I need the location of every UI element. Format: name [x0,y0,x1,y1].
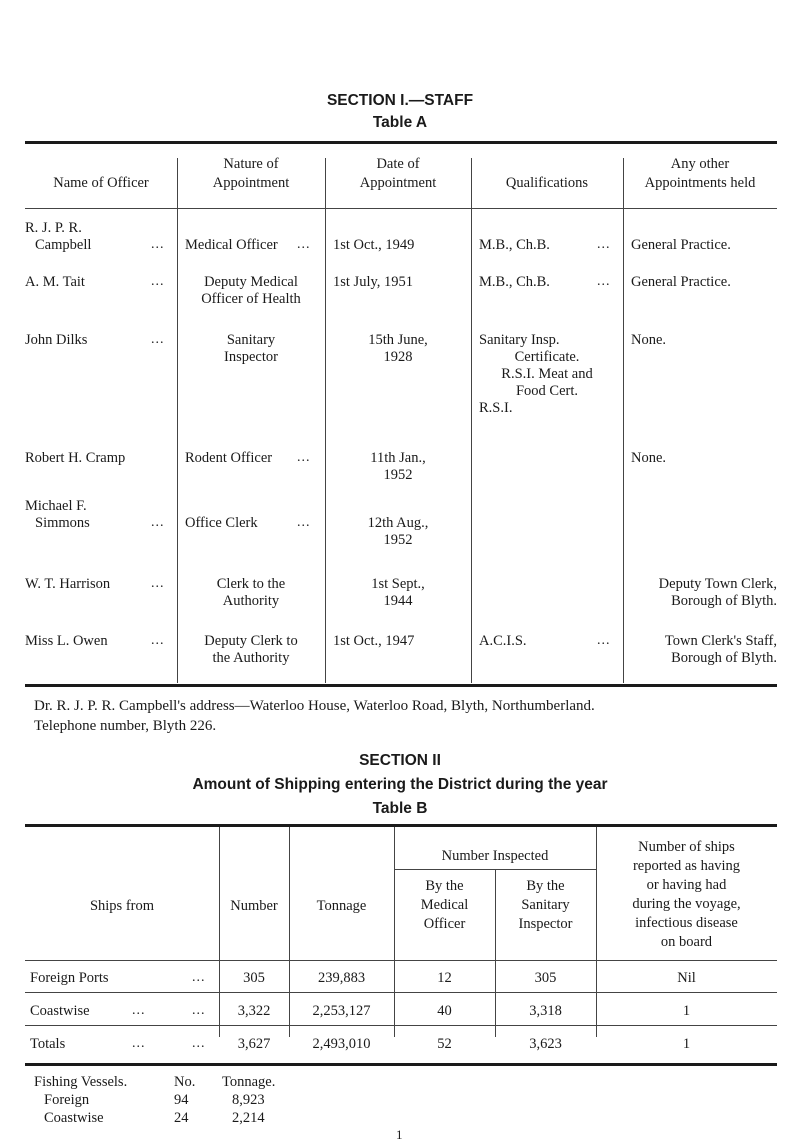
leader-dots: ... [597,237,611,252]
fishing-row-no: 24 [174,1110,189,1126]
leader-dots: ... [151,576,165,591]
fishing-row-tonnage: 8,923 [232,1092,265,1108]
table-a [25,148,777,683]
header-by-sanitary-inspector: By the Sanitary Inspector [518,878,573,932]
leader-dots: ... [132,1003,146,1018]
table-row-2-name: A. M. Tait [25,274,85,290]
table-row-1-date: 1st Oct., 1949 [333,237,415,253]
table-row-5-date: 12th Aug., 1952 [367,515,429,548]
table-b-row-label: Totals [30,1036,66,1052]
table-a-bottom-rule [25,684,777,687]
section-2-subtitle: Amount of Shipping entering the District during the year [192,776,608,793]
table-row-7-nature: Deputy Clerk to the Authority [204,633,298,666]
header-name-of-officer: Name of Officer [53,175,149,191]
table-b-top-rule [25,824,777,827]
leader-dots: ... [597,274,611,289]
leader-dots: ... [132,1036,146,1051]
header-qualifications: Qualifications [505,175,589,191]
section-1-title: SECTION I.—STAFF [326,92,474,109]
table-b-row-infectious: 1 [682,1036,691,1052]
header-date-of-appointment: Date of Appointment [359,156,437,191]
table-b-row-infectious: 1 [682,1003,691,1019]
table-b-row-si: 3,318 [529,1003,562,1019]
table-row-7-date: 1st Oct., 1947 [333,633,415,649]
table-b-row-mo: 12 [437,970,452,986]
address-line: Dr. R. J. P. R. Campbell's address—Waterloo House, Waterloo Road, Blyth, Northumberland. [34,698,595,714]
table-b-row-rule [25,1025,777,1026]
table-row-1-qual: M.B., Ch.B. [479,237,550,253]
table-a-title: Table A [372,114,428,131]
leader-dots: ... [192,970,206,985]
table-b-row-si: 305 [534,970,557,986]
leader-dots: ... [151,633,165,648]
table-row-7-qual: A.C.I.S. [479,633,527,649]
table-row-1-name: R. J. P. R. Campbell [25,220,92,253]
table-b-subheader-rule [394,869,596,870]
fishing-row-tonnage: 2,214 [232,1110,265,1126]
table-b-header-rule [25,960,777,961]
leader-dots: ... [151,515,165,530]
table-b-row-tonnage: 2,493,010 [312,1036,371,1052]
leader-dots: ... [297,450,311,465]
table-b-row-rule [25,992,777,993]
table-b-row-infectious: Nil [677,970,696,986]
table-row-4-other: None. [631,450,667,466]
table-b-row-number: 3,322 [237,1003,271,1019]
table-b-row-si: 3,623 [529,1036,562,1052]
table-row-4-name: Robert H. Cramp [25,450,126,466]
table-row-5-name: Michael F. Simmons [25,498,90,531]
table-b-row-tonnage: 239,883 [317,970,366,986]
table-b-row-mo: 40 [437,1003,452,1019]
table-b-row-tonnage: 2,253,127 [312,1003,371,1019]
table-row-1-other: General Practice. [631,237,731,253]
telephone-line: Telephone number, Blyth 226. [34,718,217,734]
leader-dots: ... [151,237,165,252]
leader-dots: ... [151,332,165,347]
table-row-4-date: 11th Jan., 1952 [370,450,426,483]
table-row-2-nature: Deputy Medical Officer of Health [201,274,301,307]
table-row-7-name: Miss L. Owen [25,633,108,649]
table-b-row-mo: 52 [437,1036,452,1052]
table-row-3-nature: Sanitary Inspector [224,332,278,365]
table-row-6-name: W. T. Harrison [25,576,111,592]
table-a-divider [471,158,472,683]
table-row-4-nature: Rodent Officer [185,450,273,466]
table-a-top-rule [25,141,777,144]
leader-dots: ... [297,237,311,252]
leader-dots: ... [297,515,311,530]
header-ships-from: Ships from [89,898,155,914]
table-row-7-other: Town Clerk's Staff, Borough of Blyth. [664,633,777,666]
leader-dots: ... [151,274,165,289]
table-row-3-other: None. [631,332,667,348]
table-row-6-other: Deputy Town Clerk, Borough of Blyth. [658,576,777,609]
fishing-row-label: Coastwise [44,1110,104,1126]
header-tonnage: Tonnage [316,898,367,914]
fishing-header-tonnage: Tonnage. [222,1074,276,1090]
table-b-row-number: 3,627 [237,1036,271,1052]
table-row-3-name: John Dilks [25,332,88,348]
fishing-row-no: 94 [174,1092,189,1108]
table-row-1-nature: Medical Officer [185,237,278,253]
table-row-5-nature: Office Clerk [185,515,258,531]
header-other-appointments: Any other Appointments held [644,156,756,191]
table-b-row-number: 305 [243,970,265,986]
table-b-row-label: Coastwise [30,1003,90,1019]
table-a-header-rule [25,208,777,209]
table-b-title: Table B [372,800,428,817]
table-row-6-date: 1st Sept., 1944 [371,576,425,609]
header-number-inspected: Number Inspected [441,848,549,864]
table-a-divider [623,158,624,683]
fishing-header-no: No. [174,1074,196,1090]
fishing-header-label: Fishing Vessels. [34,1074,128,1090]
leader-dots: ... [192,1036,206,1051]
table-b-bottom-rule [25,1063,777,1066]
page-number: 1 [396,1127,403,1142]
leader-dots: ... [597,633,611,648]
table-row-2-qual: M.B., Ch.B. [479,274,550,290]
header-by-medical-officer: By the Medical Officer [420,878,469,932]
section-2-title: SECTION II [359,752,441,769]
leader-dots: ... [192,1003,206,1018]
table-row-3-date: 15th June, 1928 [368,332,428,365]
header-number: Number [230,898,278,914]
table-b-row-label: Foreign Ports [30,970,109,986]
table-row-3-qual: Sanitary Insp. Certificate. R.S.I. Meat and Food Cert. R.S.I. [479,332,593,416]
table-row-6-nature: Clerk to the Authority [216,576,286,609]
header-nature-of-appointment: Nature of Appointment [212,156,290,191]
header-infectious-disease: Number of ships reported as having or having had during the voyage, infectious disease on board [632,839,741,950]
table-row-2-date: 1st July, 1951 [333,274,414,290]
table-row-2-other: General Practice. [631,274,731,290]
fishing-row-label: Foreign [44,1092,90,1108]
